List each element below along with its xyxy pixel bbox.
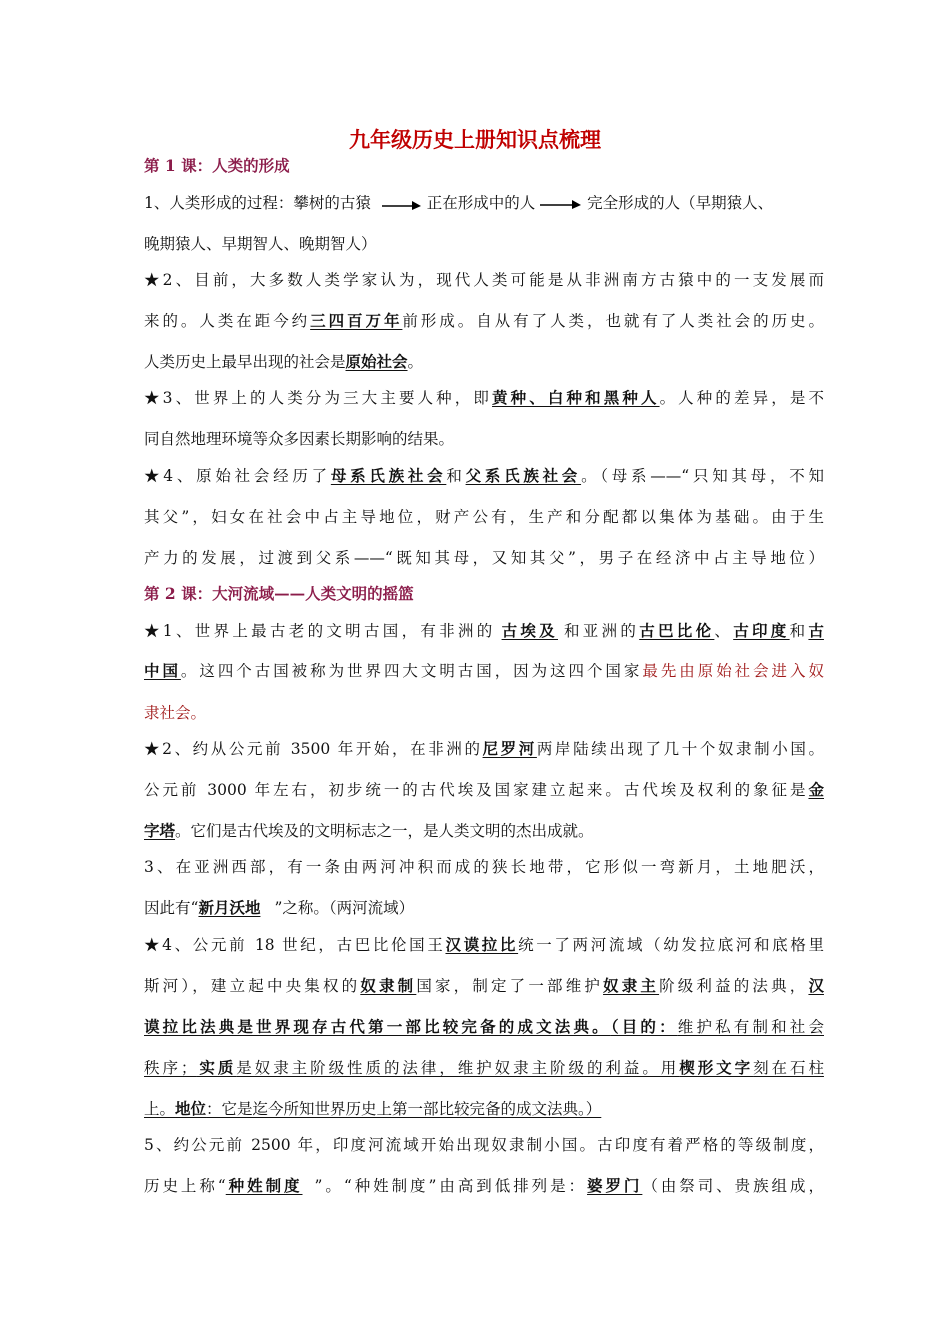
key-term: 谟拉比法典是世界现存古代第一部比较完备的成文法典。 bbox=[144, 1017, 611, 1036]
text: 1、人类形成的过程：攀树的古猿 bbox=[144, 194, 371, 212]
text: ★3、世界上的人类分为三大主要人种，即 bbox=[144, 389, 493, 407]
l2-p3-line2 bbox=[144, 897, 824, 919]
lesson-1-heading: 第 1 课：人类的形成 bbox=[144, 156, 290, 175]
text: 阶级利益的法典， bbox=[659, 977, 809, 995]
key-term: 古埃及 bbox=[501, 621, 558, 640]
l2-p2-line2 bbox=[144, 779, 824, 801]
l2-p4-line4 bbox=[144, 1057, 824, 1079]
text: ★2、约从公元前 3500 年开始，在非洲的 bbox=[144, 740, 483, 758]
l1-p3-line2: 同自然地理环境等众多因素长期影响的结果。 bbox=[144, 430, 455, 448]
key-term: 楔形文字 bbox=[679, 1058, 754, 1077]
l1-p1-line2: 晚期猿人、早期智人、晚期智人） bbox=[144, 235, 377, 253]
l2-p5-line2 bbox=[144, 1175, 824, 1197]
l2-p1-line2 bbox=[144, 660, 824, 682]
key-term: 字塔 bbox=[144, 821, 176, 840]
key-term: 奴隶制 bbox=[360, 976, 417, 995]
text: ★1、世界上最古老的文明古国，有非洲的 bbox=[144, 622, 496, 640]
key-term: 实质 bbox=[196, 1058, 237, 1077]
l1-p3-line1 bbox=[144, 387, 824, 409]
underlined-text: 是奴隶主阶级性质的法律，维护奴隶主阶级的利益。用 bbox=[236, 1059, 680, 1077]
l2-p5-line1: 5、约公元前 2500 年，印度河流域开始出现奴隶制小国。古印度有着严格的等级制度， bbox=[144, 1136, 824, 1154]
l1-p4-line2: 其父”，妇女在社会中占主导地位，财产公有，生产和分配都以集体为基础。由于生 bbox=[144, 508, 824, 526]
text: 完全形成的人（早期猿人、 bbox=[587, 194, 774, 212]
highlight-text: 最先由原始社会进入奴 bbox=[642, 662, 824, 680]
arrow-right-icon bbox=[376, 197, 422, 211]
l1-p4-line3: 产力的发展，过渡到父系——“既知其母，又知其父”，男子在经济中占主导地位） bbox=[144, 549, 824, 567]
text: 。 bbox=[407, 353, 424, 371]
text: 和亚洲的 bbox=[563, 622, 640, 640]
underlined-text: 维护私有制和社会 bbox=[677, 1018, 824, 1036]
key-term: 原始社会 bbox=[345, 352, 408, 371]
text: 统一了两河流域（幼发拉底河和底格里 bbox=[518, 936, 824, 954]
key-term: 地位 bbox=[175, 1099, 207, 1118]
text: 斯河），建立起中央集权的 bbox=[144, 977, 361, 995]
key-term: 中国 bbox=[144, 661, 181, 680]
text: 国家，制定了一部维护 bbox=[416, 977, 604, 995]
text: 人类历史上最早出现的社会是 bbox=[144, 353, 346, 371]
text: 因此有“ bbox=[144, 899, 199, 917]
text: ”。“种姓制度”由高到低排列是： bbox=[314, 1177, 588, 1195]
arrow-right-icon bbox=[540, 197, 582, 211]
key-term: 黄种、白种和黑种人 bbox=[492, 388, 660, 407]
l2-p3-line1: 3、在亚洲西部，有一条由两河冲积而成的狭长地带，它形似一弯新月，土地肥沃， bbox=[144, 858, 824, 876]
page-title: 九年级历史上册知识点梳理 bbox=[349, 127, 601, 152]
key-term: （目的： bbox=[610, 1017, 678, 1036]
text: 和 bbox=[446, 467, 466, 485]
text: 两岸陆续出现了几十个奴隶制小国。 bbox=[536, 740, 824, 758]
underlined-text: 刻在石柱 bbox=[753, 1059, 824, 1077]
l2-p1-line1 bbox=[144, 620, 824, 642]
key-term: 古巴比伦 bbox=[639, 621, 715, 640]
key-term: 汉谟拉比 bbox=[445, 935, 519, 954]
l2-p4-line3 bbox=[144, 1016, 824, 1038]
key-term: 金 bbox=[808, 780, 824, 799]
l2-p4-line2 bbox=[144, 975, 824, 997]
l1-p2-line1: ★2、目前，大多数人类学家认为，现代人类可能是从非洲南方古猿中的一支发展而 bbox=[144, 271, 824, 289]
l1-p1-line1 bbox=[144, 192, 824, 214]
text: ★4、公元前 18 世纪，古巴比伦国王 bbox=[144, 936, 446, 954]
l2-p2-line1 bbox=[144, 738, 824, 760]
key-term: 母系氏族社会 bbox=[330, 466, 447, 485]
underlined-text: ：它是迄今所知世界历史上第一部比较完备的成文法典。） bbox=[206, 1100, 602, 1118]
lesson-2-heading: 第 2 课：大河流域——人类文明的摇篮 bbox=[144, 584, 414, 603]
text: 公元前 3000 年左右，初步统一的古代埃及国家建立起来。古代埃及权利的象征是 bbox=[144, 781, 809, 799]
l1-p4-line1 bbox=[144, 465, 824, 487]
underlined-text: 上。 bbox=[144, 1100, 176, 1118]
key-term: 父系氏族社会 bbox=[465, 466, 582, 485]
key-term: 古 bbox=[808, 621, 824, 640]
key-term: 新月沃地 bbox=[198, 898, 261, 917]
text: ”之称。（两河流域） bbox=[274, 899, 415, 917]
text: 。人种的差异，是不 bbox=[659, 389, 824, 407]
text: 。这四个古国被称为世界四大文明古国，因为这四个国家 bbox=[180, 662, 643, 680]
text: 、 bbox=[714, 622, 734, 640]
key-term: 婆罗门 bbox=[587, 1176, 643, 1195]
key-term: 种姓制度 bbox=[225, 1176, 303, 1195]
l1-p2-line2 bbox=[144, 310, 824, 332]
text: 。（母系——“只知其母，不知 bbox=[581, 467, 824, 485]
text: 来的。人类在距今约 bbox=[144, 312, 311, 330]
l2-p4-line1 bbox=[144, 934, 824, 956]
text: 历史上称“ bbox=[144, 1177, 226, 1195]
text: ★4、原始社会经历了 bbox=[144, 467, 331, 485]
underlined-text: 秩序； bbox=[144, 1059, 197, 1077]
key-term: 尼罗河 bbox=[482, 739, 537, 758]
key-term: 奴隶主 bbox=[603, 976, 660, 995]
l2-p4-line5 bbox=[144, 1098, 824, 1120]
text: 正在形成中的人 bbox=[426, 194, 536, 212]
l2-p1-line3: 隶社会。 bbox=[144, 704, 207, 722]
key-term: 古印度 bbox=[733, 621, 790, 640]
key-term: 汉 bbox=[808, 976, 824, 995]
text: 。它们是古代埃及的文明标志之一，是人类文明的杰出成就。 bbox=[175, 822, 594, 840]
text: 前形成。自从有了人类，也就有了人类社会的历史。 bbox=[402, 312, 824, 330]
l2-p2-line3 bbox=[144, 820, 824, 842]
l1-p2-line3 bbox=[144, 351, 824, 373]
text: （由祭司、贵族组成， bbox=[642, 1177, 824, 1195]
text: 和 bbox=[789, 622, 809, 640]
key-term: 三四百万年 bbox=[310, 311, 403, 330]
